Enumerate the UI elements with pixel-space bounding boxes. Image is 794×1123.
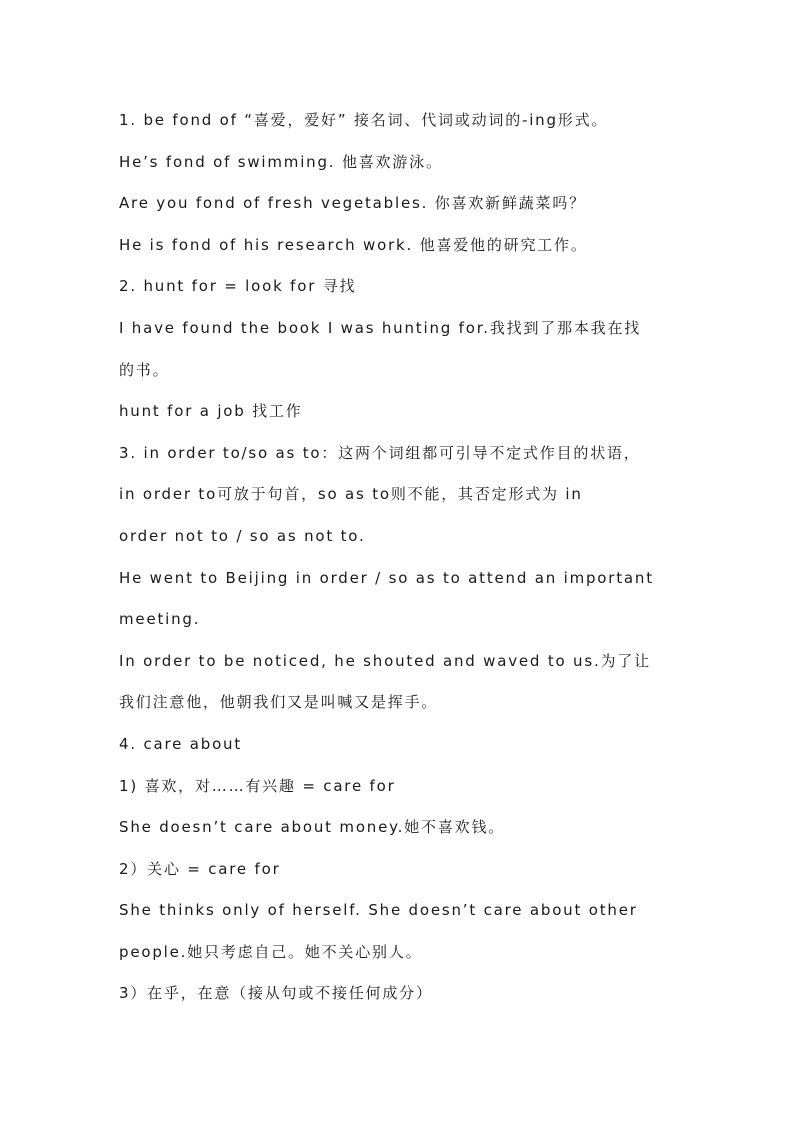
text-line: 1. be fond of “喜爱，爱好” 接名词、代词或动词的-ing形式。 (119, 111, 609, 129)
text-line: He’s fond of swimming. 他喜欢游泳。 (119, 152, 443, 171)
text-line: He is fond of his research work. 他喜爱他的研究工作。 (119, 235, 588, 254)
text-line: in order to可放于句首，so as to则不能，其否定形式为 in (119, 485, 583, 504)
text-line: Are you fond of fresh vegetables. 你喜欢新鲜蔬菜吗？ (119, 194, 586, 213)
text-line: 1) 喜欢，对……有兴趣 = care for (119, 776, 396, 795)
text-line: 3）在乎，在意（接从句或不接任何成分） (119, 984, 433, 1003)
text-line: 2. hunt for = look for 寻找 (119, 277, 357, 296)
text-line: 4. care about (119, 734, 243, 753)
text-line: meeting. (119, 610, 201, 629)
text-line: 3. in order to/so as to：这两个词组都可引导不定式作目的状语， (119, 443, 641, 462)
text-line: 的书。 (119, 360, 170, 379)
text-line: In order to be noticed, he shouted and waved to us.为了让 (119, 651, 651, 670)
text-line: He went to Beijing in order / so as to attend an important (119, 568, 654, 587)
text-line: She doesn’t care about money.她不喜欢钱。 (119, 818, 506, 837)
text-line: 2）关心 = care for (119, 859, 281, 878)
text-line: hunt for a job 找工作 (119, 402, 303, 421)
text-line: I have found the book I was hunting for.我找到了那本我在找 (119, 318, 642, 337)
text-line: She thinks only of herself. She doesn’t care about other (119, 901, 638, 920)
text-line: people.她只考虑自己。她不关心别人。 (119, 942, 423, 961)
text-line: 我们注意他，他朝我们又是叫喊又是挥手。 (119, 693, 439, 712)
document-body (119, 100, 689, 1015)
text-line: order not to / so as not to. (119, 526, 366, 545)
